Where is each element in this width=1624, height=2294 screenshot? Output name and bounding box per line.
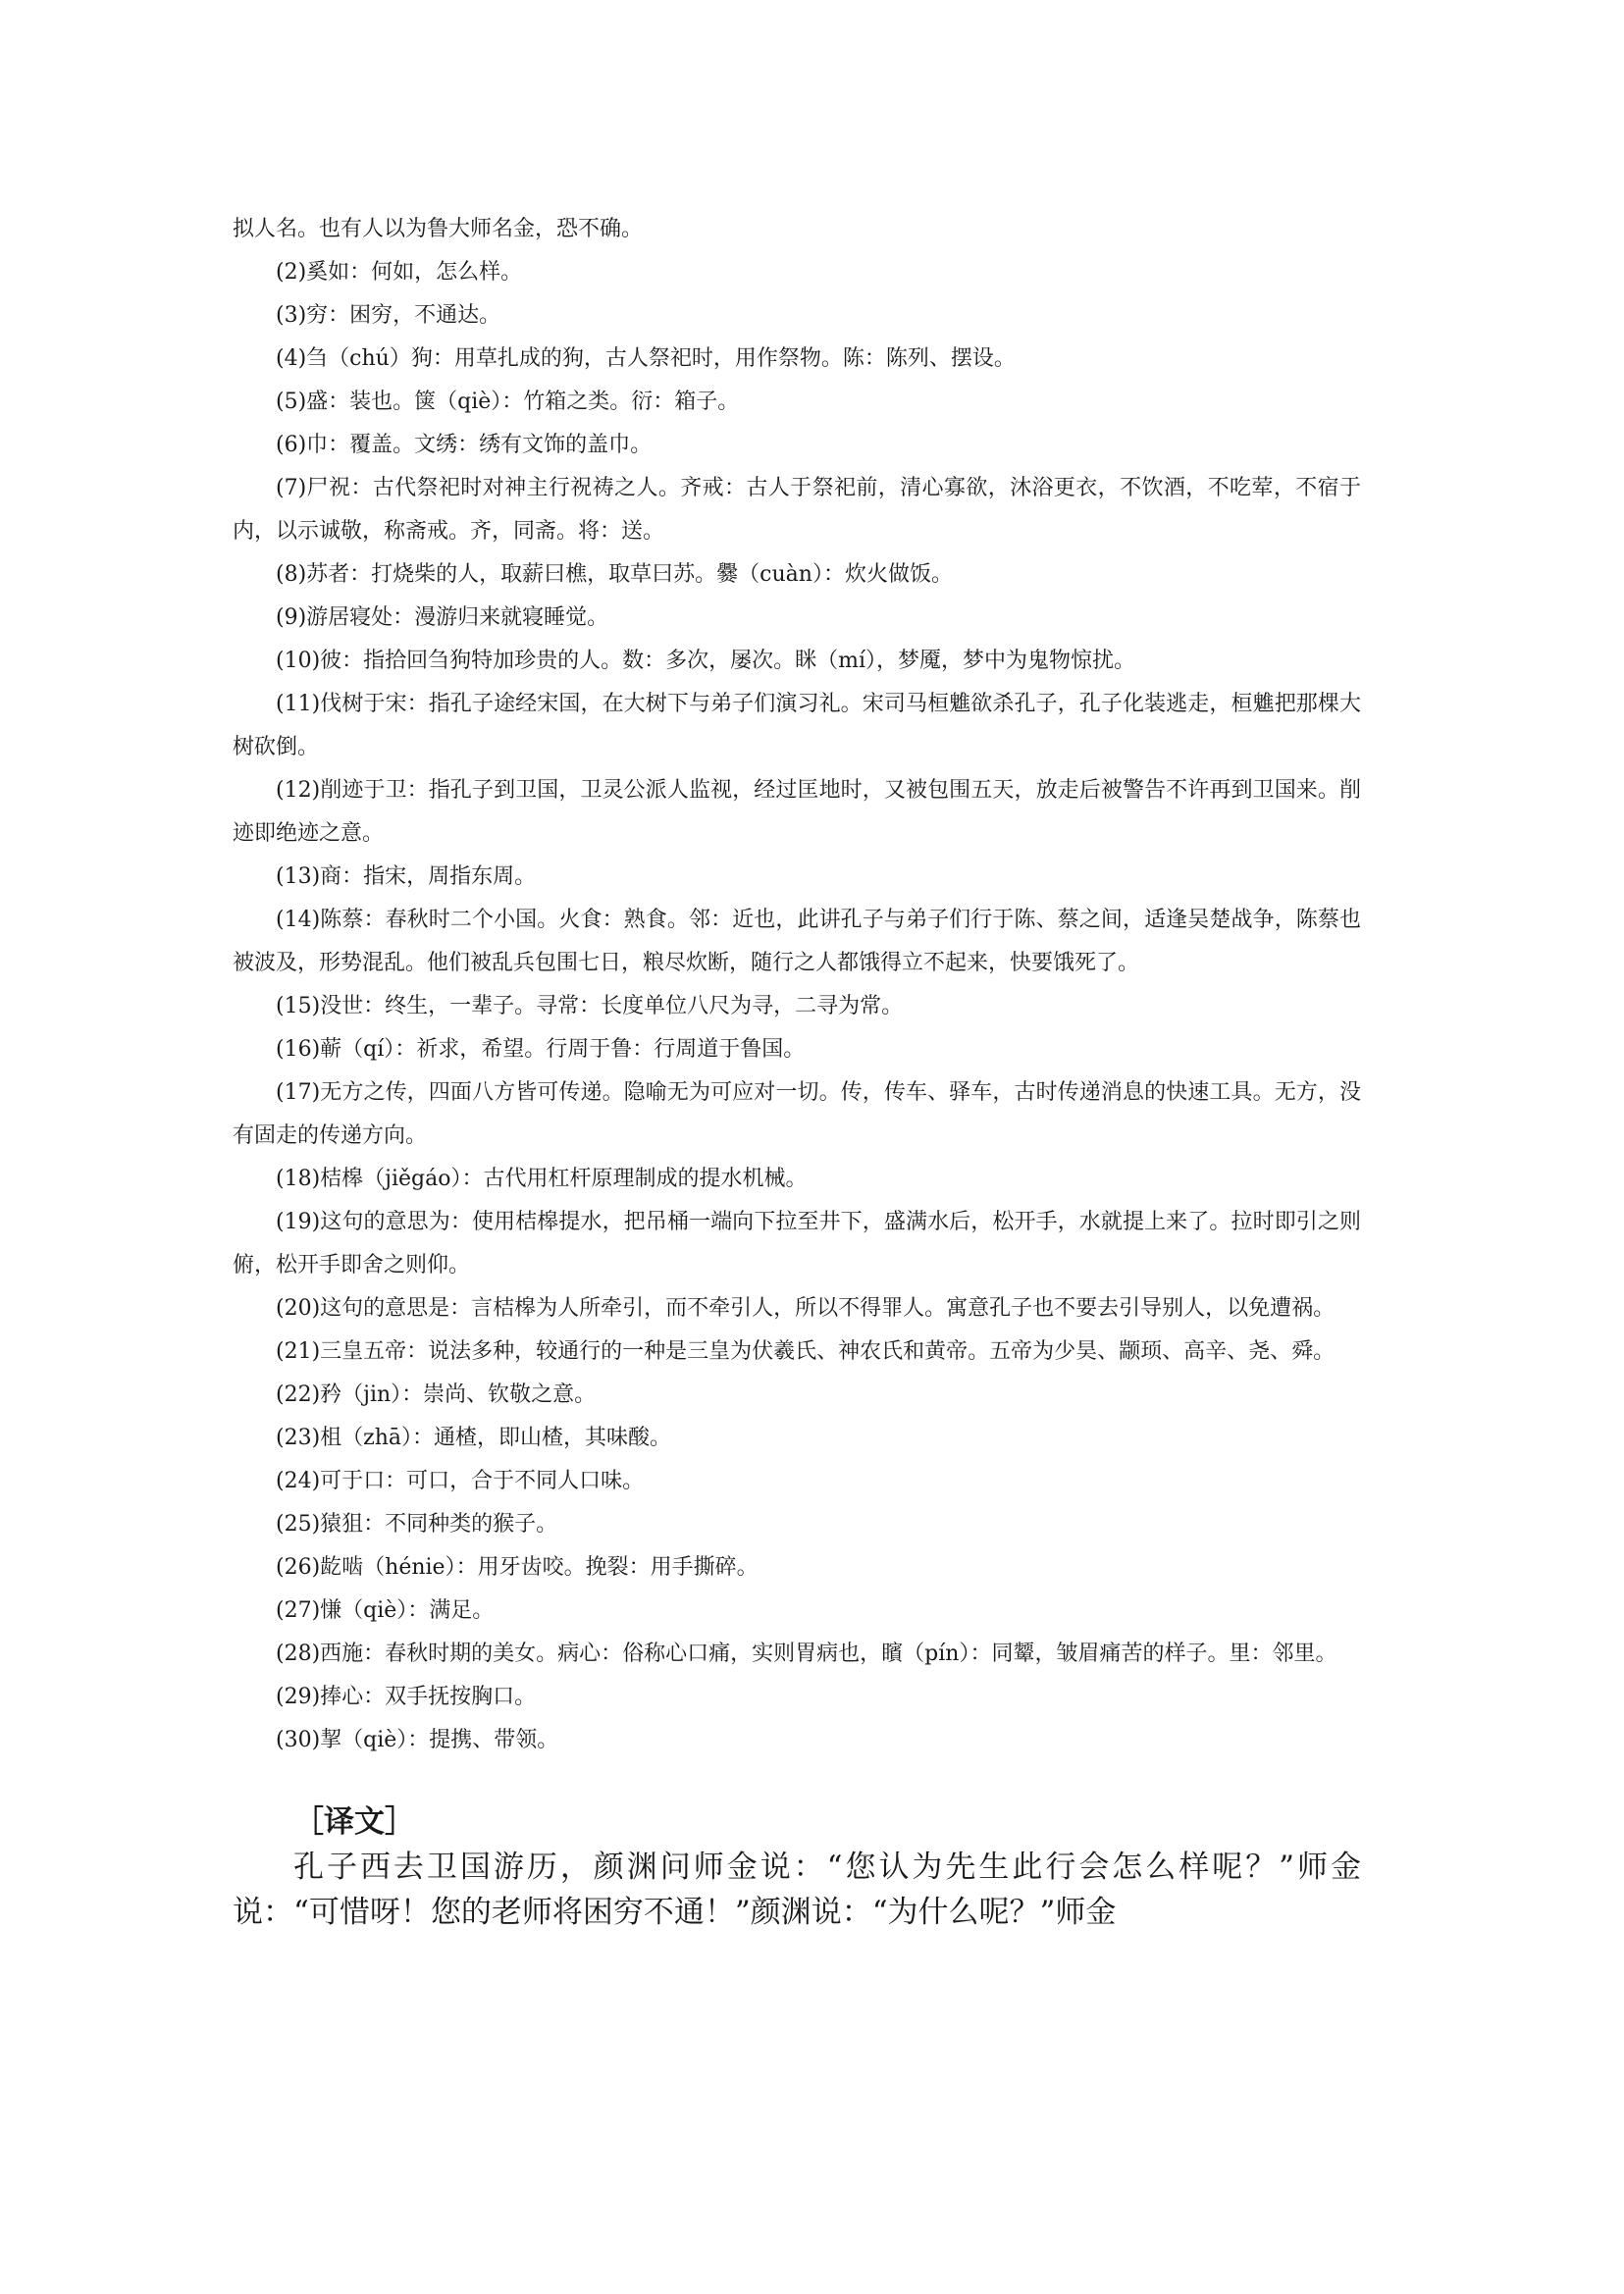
- note-item: (17)无方之传，四面八方皆可传递。隐喻无为可应对一切。传，传车、驿车，古时传递消息的快速工具。无方，没有固走的传递方向。: [233, 1080, 1361, 1148]
- document-page: [233, 208, 1361, 1935]
- note-item: (26)龁啮（hénie）：用牙齿咬。挽裂：用手撕碎。: [276, 1555, 759, 1580]
- note-continuation: 拟人名。也有人以为鲁大师名金，恐不确。: [233, 217, 644, 241]
- note-item: (7)尸祝：古代祭祀时对神主行祝祷之人。齐戒：古人于祭祀前，清心寡欲，沐浴更衣，不饮酒，不吃荤，不宿于内，以示诚敬，称斋戒。齐，同斋。将：送。: [233, 476, 1361, 544]
- note-item: (11)伐树于宋：指孔子途经宋国，在大树下与弟子们演习礼。宋司马桓魋欲杀孔子，孔子化装逃走，桓魋把那棵大树砍倒。: [233, 692, 1361, 759]
- note-item: (20)这句的意思是：言桔槔为人所牵引，而不牵引人，所以不得罪人。寓意孔子也不要去引导别人，以免遭祸。: [276, 1296, 1336, 1321]
- note-item: (4)刍（chú）狗：用草扎成的狗，古人祭祀时，用作祭物。陈：陈列、摆设。: [276, 346, 1016, 371]
- note-item: (19)这句的意思为：使用桔槔提水，把吊桶一端向下拉至井下，盛满水后，松开手，水就提上来了。拉时即引之则俯，松开手即舍之则仰。: [233, 1210, 1361, 1277]
- note-item: (25)猿狙：不同种类的猴子。: [276, 1512, 558, 1537]
- note-item: (23)柤（zhā）：通楂，即山楂，其味酸。: [276, 1426, 672, 1450]
- note-item: (18)桔槔（jiěgáo）：古代用杠杆原理制成的提水机械。: [276, 1167, 808, 1191]
- note-item: (28)西施：春秋时期的美女。病心：俗称心口痛，实则胃病也，矉（pín）：同颦，皱眉痛苦的样子。里：邻里。: [276, 1642, 1337, 1666]
- note-item: (12)削迹于卫：指孔子到卫国，卫灵公派人监视，经过匡地时，又被包围五天，放走后被警告不许再到卫国来。削迹即绝迹之意。: [233, 778, 1361, 846]
- note-item: (16)蕲（qí）：祈求，希望。行周于鲁：行周道于鲁国。: [276, 1037, 806, 1062]
- note-item: (13)商：指宋，周指东周。: [276, 864, 537, 889]
- note-item: (24)可于口：可口，合于不同人口味。: [276, 1469, 645, 1493]
- note-item: (8)苏者：打烧柴的人，取薪曰樵，取草曰苏。爨（cuàn）：炊火做饭。: [276, 562, 953, 587]
- annotation-notes: [233, 208, 1361, 1762]
- note-item: (9)游居寝处：漫游归来就寝睡觉。: [276, 605, 609, 630]
- note-item: (15)没世：终生，一辈子。寻常：长度单位八尺为寻，二寻为常。: [276, 994, 904, 1018]
- note-item: (3)穷：困穷，不通达。: [276, 303, 501, 328]
- note-item: (27)慊（qiè）：满足。: [276, 1598, 495, 1623]
- note-item: (29)捧心：双手抚按胸口。: [276, 1685, 537, 1709]
- note-item: (30)挈（qiè）：提携、带领。: [276, 1728, 559, 1752]
- note-item: (5)盛：装也。箧（qiè）：竹箱之类。衍：箱子。: [276, 390, 740, 414]
- note-item: (22)矜（jin）：崇尚、钦敬之意。: [276, 1382, 597, 1407]
- note-item: (21)三皇五帝：说法多种，较通行的一种是三皇为伏羲氏、神农氏和黄帝。五帝为少昊、颛顼、高辛、尧、舜。: [276, 1339, 1336, 1364]
- translation-paragraph: 孔子西去卫国游历，颜渊问师金说：“您认为先生此行会怎么样呢？”师金说：“可惜呀！您的老师将困穷不通！”颜渊说：“为什么呢？”师金: [233, 1850, 1361, 1930]
- note-item: (10)彼：指拾回刍狗特加珍贵的人。数：多次，屡次。眯（mí），梦魇，梦中为鬼物惊扰。: [276, 649, 1136, 673]
- note-item: (14)陈蔡：春秋时二个小国。火食：熟食。邻：近也，此讲孔子与弟子们行于陈、蔡之间，适逢吴楚战争，陈蔡也被波及，形势混乱。他们被乱兵包围七日，粮尽炊断，随行之人都饿得立不起来，快要饿死了。: [233, 908, 1361, 975]
- note-item: (6)巾：覆盖。文绣：绣有文饰的盖巾。: [276, 433, 653, 457]
- translation-heading: ［译文］: [293, 1804, 415, 1840]
- note-item: (2)奚如：何如，怎么样。: [276, 260, 523, 285]
